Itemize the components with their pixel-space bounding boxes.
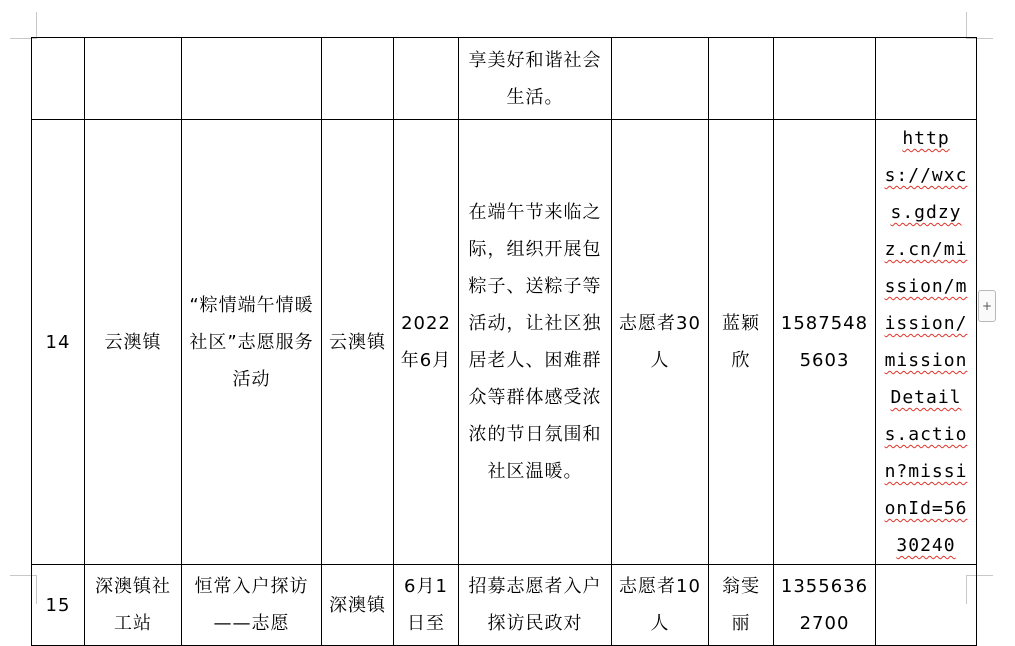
add-row-button[interactable]: + xyxy=(978,290,996,322)
link-cell[interactable] xyxy=(876,120,977,565)
content-cell: 招募志愿者入户探访民政对 xyxy=(459,565,612,646)
row-number-cell: 15 xyxy=(32,565,85,646)
town-cell xyxy=(85,38,182,120)
link-cell xyxy=(876,38,977,120)
activity-name-cell: “粽情端午情暖社区”志愿服务活动 xyxy=(182,120,322,565)
activity-table xyxy=(31,37,977,646)
link-cell xyxy=(876,565,977,646)
volunteers-cell: 志愿者10人 xyxy=(612,565,709,646)
contact-cell xyxy=(709,38,774,120)
phone-cell: 13556362700 xyxy=(774,565,876,646)
table-row xyxy=(32,38,977,120)
content-cell: 在端午节来临之际，组织开展包粽子、送粽子等活动，让社区独居老人、困难群众等群体感受浓浓的节日氛围和社区温暖。 xyxy=(459,120,612,565)
volunteers-cell xyxy=(612,38,709,120)
crop-mark-top-left xyxy=(10,12,37,39)
location-cell xyxy=(322,38,394,120)
crop-mark-top-right xyxy=(966,12,993,39)
contact-cell: 蓝颖欣 xyxy=(709,120,774,565)
town-cell: 云澳镇 xyxy=(85,120,182,565)
activity-name-cell xyxy=(182,38,322,120)
date-cell: 2022年6月 xyxy=(394,120,459,565)
phone-cell: 15875485603 xyxy=(774,120,876,565)
date-cell: 6月1日至 xyxy=(394,565,459,646)
phone-cell xyxy=(774,38,876,120)
activity-name-cell: 恒常入户探访——志愿 xyxy=(182,565,322,646)
table-row xyxy=(32,120,977,565)
contact-cell: 翁雯丽 xyxy=(709,565,774,646)
location-cell: 深澳镇 xyxy=(322,565,394,646)
date-cell xyxy=(394,38,459,120)
town-cell: 深澳镇社工站 xyxy=(85,565,182,646)
row-number-cell: 14 xyxy=(32,120,85,565)
location-cell: 云澳镇 xyxy=(322,120,394,565)
content-cell: 享美好和谐社会生活。 xyxy=(459,38,612,120)
table-row xyxy=(32,565,977,646)
volunteers-cell: 志愿者30人 xyxy=(612,120,709,565)
mission-link[interactable]: https://wxcs.gdzyz.cn/mission/mission/missionDetails.action?missionId=5630240 xyxy=(884,128,968,556)
row-number-cell xyxy=(32,38,85,120)
